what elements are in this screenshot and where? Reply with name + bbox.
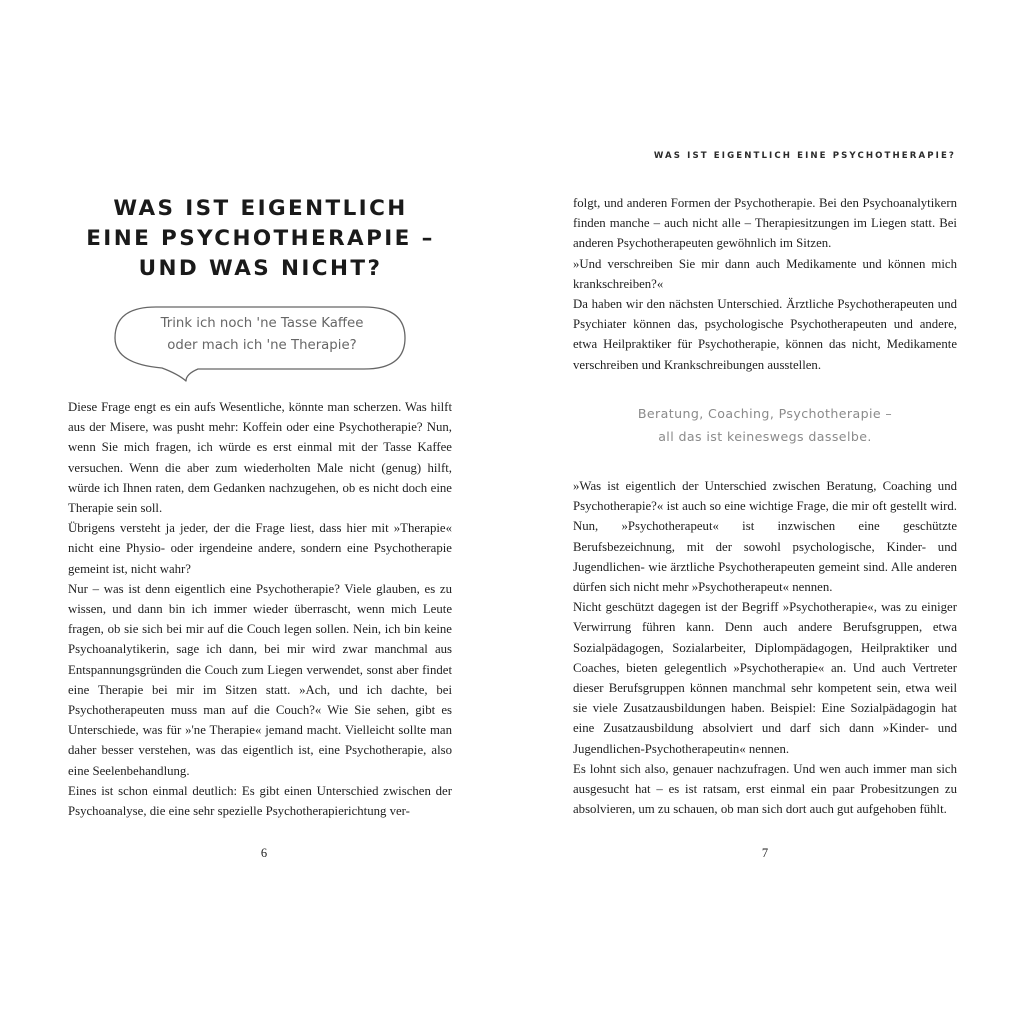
paragraph: »Was ist eigentlich der Unterschied zwischen Beratung, Coaching und Psychotherapie?« ist auch so eine wichtige Frage, die mir oft gestellt wird. Nun, »Psychotherapeut« ist inzwischen eine geschützte Berufsbezeichnung, mit der sowohl psychologische, Kinder- und Jugendlichen- wie ärztliche Psychotherapeuten gemeint sind. Alle anderen dürfen sich nicht mehr »Psychotherapeut« nennen.	[573, 479, 957, 595]
chapter-title-line: UND WAS NICHT?	[138, 256, 383, 281]
paragraph: folgt, und anderen Formen der Psychotherapie. Bei den Psychoanalytikern finden manche – auch nicht alle – Therapiesitzungen im Liegen statt. Bei anderen Psychotherapeuten gewöhnlich im Sitzen.	[573, 196, 957, 251]
left-body-text	[68, 397, 452, 821]
paragraph: Nur – was ist denn eigentlich eine Psychotherapie? Viele glauben, es zu wissen, und dann bin ich immer wieder überrascht, wenn mich Leute fragen, ob sie sich bei mir auf die Couch legen sollen. Nein, ich bin keine Psychoanalytikerin, sage ich dann, bei mir wird zwar manchmal aus Entspannungsgründen die Couch zum Liegen verwendet, sonst aber findet eine Therapie bei mir im Sitzen statt. »Ach, und ich dachte, bei Psychotherapeuten muss man auf die Couch?« Wie Sie sehen, gibt es Unterschiede, was für »'ne Therapie« jemand macht. Vielleicht sollte man daher besser verstehen, was das eigentlich ist, eine Psychotherapie, also eine Seelenbehandlung.	[68, 581, 452, 778]
right-page	[512, 0, 1024, 1024]
right-body-text-bottom	[573, 476, 957, 819]
pull-quote-line: all das ist keineswegs dasselbe.	[658, 429, 872, 444]
speech-bubble-text	[130, 313, 394, 357]
pull-quote	[573, 402, 957, 448]
speech-bubble	[112, 304, 408, 384]
paragraph: Nicht geschützt dagegen ist der Begriff »Psychotherapie«, was zu einiger Verwirrung führen kann. Denn auch andere Berufsgruppen, etwa Sozialpädagogen, Sozialarbeiter, Diplompädagogen, Heilpraktiker und Coaches, bieten gelegentlich »Psychotherapie« an. Und auch Vertreter dieser Berufsgruppen können manchmal sehr kompetent sein, etwa weil sie viele Zusatzausbildungen haben. Beispiel: Eine Sozialpädagogin hat eine Zusatzausbildung absolviert und darf sich dann »Kinder- und Jugendlichen-Psychotherapeutin« nennen.	[573, 600, 957, 756]
chapter-title-line: WAS IST EIGENTLICH	[113, 196, 408, 221]
paragraph: Eines ist schon einmal deutlich: Es gibt einen Unterschied zwischen der Psychoanalyse, die eine sehr spezielle Psychotherapierichtung ver-	[68, 783, 452, 819]
pull-quote-line: Beratung, Coaching, Psychotherapie –	[637, 406, 893, 421]
running-header: WAS IST EIGENTLICH EINE PSYCHOTHERAPIE?	[653, 151, 956, 161]
page-number: 6	[260, 846, 268, 860]
right-body-text-top	[573, 193, 957, 375]
page-number: 7	[761, 846, 769, 860]
speech-bubble-line: Trink ich noch 'ne Tasse Kaffee	[160, 316, 364, 331]
chapter-title	[68, 194, 453, 284]
paragraph: Diese Frage engt es ein aufs Wesentliche, könnte man scherzen. Was hilft aus der Misere, was pusht mehr: Koffein oder eine Psychotherapie? Nun, wenn Sie mich fragen, ich würde es erst einmal mit der Tasse Kaffee versuchen. Wenn die aber zum wiederholten Male nicht (genug) hilft, würde ich Ihnen raten, dem Gedanken nachzugehen, ob es nicht doch eine Therapie sein soll.	[68, 400, 452, 516]
speech-bubble-line: oder mach ich 'ne Therapie?	[167, 338, 357, 353]
paragraph: »Und verschreiben Sie mir dann auch Medikamente und können mich krankschreiben?«	[573, 256, 957, 291]
paragraph: Übrigens versteht ja jeder, der die Frage liest, dass hier mit »Therapie« nicht eine Physio- oder irgendeine andere, sondern eine Psychotherapie gemeint ist, nicht wahr?	[68, 521, 452, 576]
chapter-title-line: EINE PSYCHOTHERAPIE –	[86, 226, 435, 251]
paragraph: Es lohnt sich also, genauer nachzufragen. Und wen auch immer man sich ausgesucht hat – es ist ratsam, erst einmal ein paar Probesitzungen zu absolvieren, um zu schauen, ob man sich dort auch gut aufgehoben fühlt.	[573, 761, 957, 817]
paragraph: Da haben wir den nächsten Unterschied. Ärztliche Psychotherapeuten und Psychiater können das, psychologische Psychotherapeuten und andere, etwa Heilpraktiker für Psychotherapie, können das nicht, Medikamente verschreiben und Krankschreibungen ausstellen.	[573, 297, 957, 372]
